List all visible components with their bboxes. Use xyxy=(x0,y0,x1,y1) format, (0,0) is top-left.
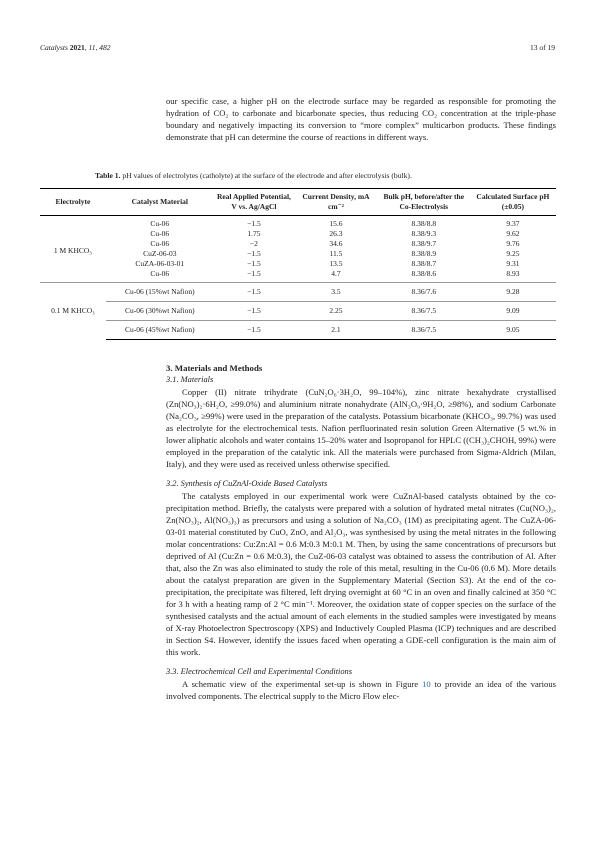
table-row xyxy=(40,283,556,302)
bulk-ph-cell: 8.36/7.6 xyxy=(378,283,470,302)
table-header-row xyxy=(40,189,556,216)
synthesis-paragraph: The catalysts employed in our experimental work were CuZnAl-based catalysts obtained by the co-precipitation method. Briefly, the catalysts were prepared with a solution of hydrated metal nitrates (Cu(NO₃)₂, Zn(NO₃)₂, Al(NO₃)₃) as precursors and using a solution of Na₂CO₃ (1M) as precipitating agent. The CuZA-06-03-01 material constituted by CuO, ZnO, and Al₂O₃, was synthesised by using the metal nitrates in the following molar concentrations: Cu:Zn:Al = 0.6 M:0.3 M:0.1 M. Then, by using the same concentrations of precursors but deprived of Al (Cu:Zn = 0.6 M:0.3), the CuZ-06-03 catalyst was obtained to assess the contribution of Al. After that, also the Zn was also eliminated to study the role of this metal, resulting in the Cu-06 (0.6 M). More details about the catalyst preparation are given in the Supplementary Material (Section S3). At the end of the co-precipitation, the precipitate was filtered, left drying overnight at 60 °C in an oven and finally calcined at 350 °C for 3 h with a heating ramp of 2 °C min⁻¹. Moreover, the oxidation state of copper species on the surface of the synthesised catalysts and the actual amount of each elements in the studied samples were investigated by means of X-ray Photoelectron Spectroscopy (XPS) and Inductively Coupled Plasma (ICP) techniques and are described in Section S4. However, identify the issues faced when operating a GDE-cell configuration is the main aim of this work. xyxy=(166,491,556,657)
electrolyte-cell: 0.1 M KHCO₃ xyxy=(40,283,106,340)
catalyst-cell: CuZ-06-03 xyxy=(143,249,177,258)
surface-ph-cell: 9.28 xyxy=(470,283,556,302)
header-catalyst: Catalyst Material xyxy=(131,197,189,206)
header-current-density: Current Density, mA cm⁻² xyxy=(302,192,370,211)
current-cell: 2.1 xyxy=(294,321,378,340)
header-bulk-ph: Bulk pH, before/after the Co-Electrolysis xyxy=(383,192,465,211)
potential-cell: −1.5 xyxy=(214,321,294,340)
catalyst-cell: CuZA-06-03-01 xyxy=(135,259,185,268)
materials-paragraph: Copper (II) nitrate trihydrate (CuN₂O₆·3H₂O, 99–104%), zinc nitrate hexahydrate crystallised (Zn(NO₃)₂·6H₂O, ≥99.0%) and aluminium nitrate nonahydrate (AlN₃O₉·9H₂O, ≥98%), and sodium Carbonate (Na₂CO₃, ≥99%) were used in the preparation of the catalysts. Potassium bicarbonate (KHCO₃, 99.7%) was used as electrolyte for the electrochemical tests. Nafion perfluorinated resin solution Green Alternative (5 wt.% in lower aliphatic alcohols and water contains 15–20% water and Isopropanol for HPLC ((CH₃)₂CHOH, 99%) were employed in the preparation of the catalytic ink. All the materials were purchased from Sigma-Aldrich (Milan, Italy), and they were used as received unless otherwise specified. xyxy=(166,387,556,469)
section-heading-3-2: 3.2. Synthesis of CuZnAl-Oxide Based Catalysts xyxy=(166,479,328,488)
catalyst-cell: Cu-06 (45%wt Nafion) xyxy=(106,321,214,340)
potential-cell: 1.75 xyxy=(247,229,261,238)
catalyst-cell: Cu-06 xyxy=(150,269,170,278)
table-row xyxy=(40,259,556,269)
section-heading-3: 3. Materials and Methods xyxy=(166,363,263,373)
current-cell: 4.7 xyxy=(331,269,341,278)
current-cell: 15.6 xyxy=(329,219,343,228)
section-heading-3-1: 3.1. Materials xyxy=(166,375,214,384)
bulk-ph-cell: 8.38/8.7 xyxy=(411,259,437,268)
electrolyte-cell: 1 M KHCO₃ xyxy=(53,245,92,255)
catalyst-cell: Cu-06 xyxy=(150,219,170,228)
ph-table xyxy=(40,188,556,340)
potential-cell: −1.5 xyxy=(247,259,261,268)
surface-ph-cell: 8.93 xyxy=(506,269,520,278)
page-header xyxy=(40,43,555,57)
surface-ph-cell: 9.09 xyxy=(470,302,556,321)
bulk-ph-cell: 8.38/8.6 xyxy=(411,269,437,278)
bulk-ph-cell: 8.38/9.7 xyxy=(411,239,437,248)
header-potential: Real Applied Potential, V vs. Ag/AgCl xyxy=(216,192,291,211)
table-row xyxy=(40,302,556,321)
table-row xyxy=(40,216,556,230)
current-cell: 34.6 xyxy=(329,239,343,248)
current-cell: 13.5 xyxy=(329,259,343,268)
figure-10-link[interactable]: 10 xyxy=(422,679,431,689)
catalyst-cell: Cu-06 xyxy=(150,239,170,248)
potential-cell: −1.5 xyxy=(247,249,261,258)
surface-ph-cell: 9.25 xyxy=(506,249,520,258)
table-row xyxy=(40,229,556,239)
table-row xyxy=(40,249,556,259)
bulk-ph-cell: 8.38/9.3 xyxy=(411,229,437,238)
table-group-1 xyxy=(40,216,556,283)
current-cell: 26.3 xyxy=(329,229,343,238)
current-cell: 11.5 xyxy=(329,249,343,258)
bulk-ph-cell: 8.38/8.8 xyxy=(411,219,437,228)
journal-citation: Catalysts 2021, 11, 482 xyxy=(40,43,111,52)
bulk-ph-cell: 8.36/7.5 xyxy=(378,302,470,321)
surface-ph-cell: 9.76 xyxy=(506,239,520,248)
surface-ph-cell: 9.31 xyxy=(506,259,520,268)
potential-cell: −1.5 xyxy=(214,302,294,321)
cell-paragraph: A schematic view of the experimental set-up is shown in Figure 10 to provide an idea of the various involved components. The electrical supply to the Micro Flow elec- xyxy=(166,679,556,701)
intro-paragraph-block xyxy=(166,95,556,143)
materials-methods-block xyxy=(166,362,556,702)
table-group-2 xyxy=(40,283,556,340)
intro-paragraph: our specific case, a higher pH on the electrode surface may be regarded as responsible for promoting the hydration of CO₂ to carbonate and bicarbonate species, thus reducing CO₂ concentration at the triple-phase boundary and negatively impacting its conversion to “more complex” multicarbon products. These findings demonstrate that pH can determine the course of reactions in different ways. xyxy=(166,96,556,142)
potential-cell: −2 xyxy=(249,239,258,248)
section-heading-3-3: 3.3. Electrochemical Cell and Experimental Conditions xyxy=(166,667,352,676)
surface-ph-cell: 9.62 xyxy=(506,229,520,238)
catalyst-cell: Cu-06 xyxy=(150,229,170,238)
table-caption: Table 1. pH values of electrolytes (catholyte) at the surface of the electrode and after electrolysis (bulk). xyxy=(95,171,412,180)
table-row xyxy=(40,269,556,283)
page-number: 13 of 19 xyxy=(530,43,555,52)
bulk-ph-cell: 8.36/7.5 xyxy=(378,321,470,340)
table-row xyxy=(40,321,556,340)
current-cell: 3.5 xyxy=(294,283,378,302)
potential-cell: −1.5 xyxy=(247,269,261,278)
surface-ph-cell: 9.37 xyxy=(506,219,520,228)
potential-cell: −1.5 xyxy=(247,219,261,228)
surface-ph-cell: 9.05 xyxy=(470,321,556,340)
header-surface-ph: Calculated Surface pH (±0.05) xyxy=(476,192,550,211)
potential-cell: −1.5 xyxy=(214,283,294,302)
bulk-ph-cell: 8.38/8.9 xyxy=(411,249,437,258)
header-electrolyte: Electrolyte xyxy=(55,197,91,206)
catalyst-cell: Cu-06 (30%wt Nafion) xyxy=(106,302,214,321)
table-row xyxy=(40,239,556,249)
catalyst-cell: Cu-06 (15%wt Nafion) xyxy=(106,283,214,302)
current-cell: 2.25 xyxy=(294,302,378,321)
